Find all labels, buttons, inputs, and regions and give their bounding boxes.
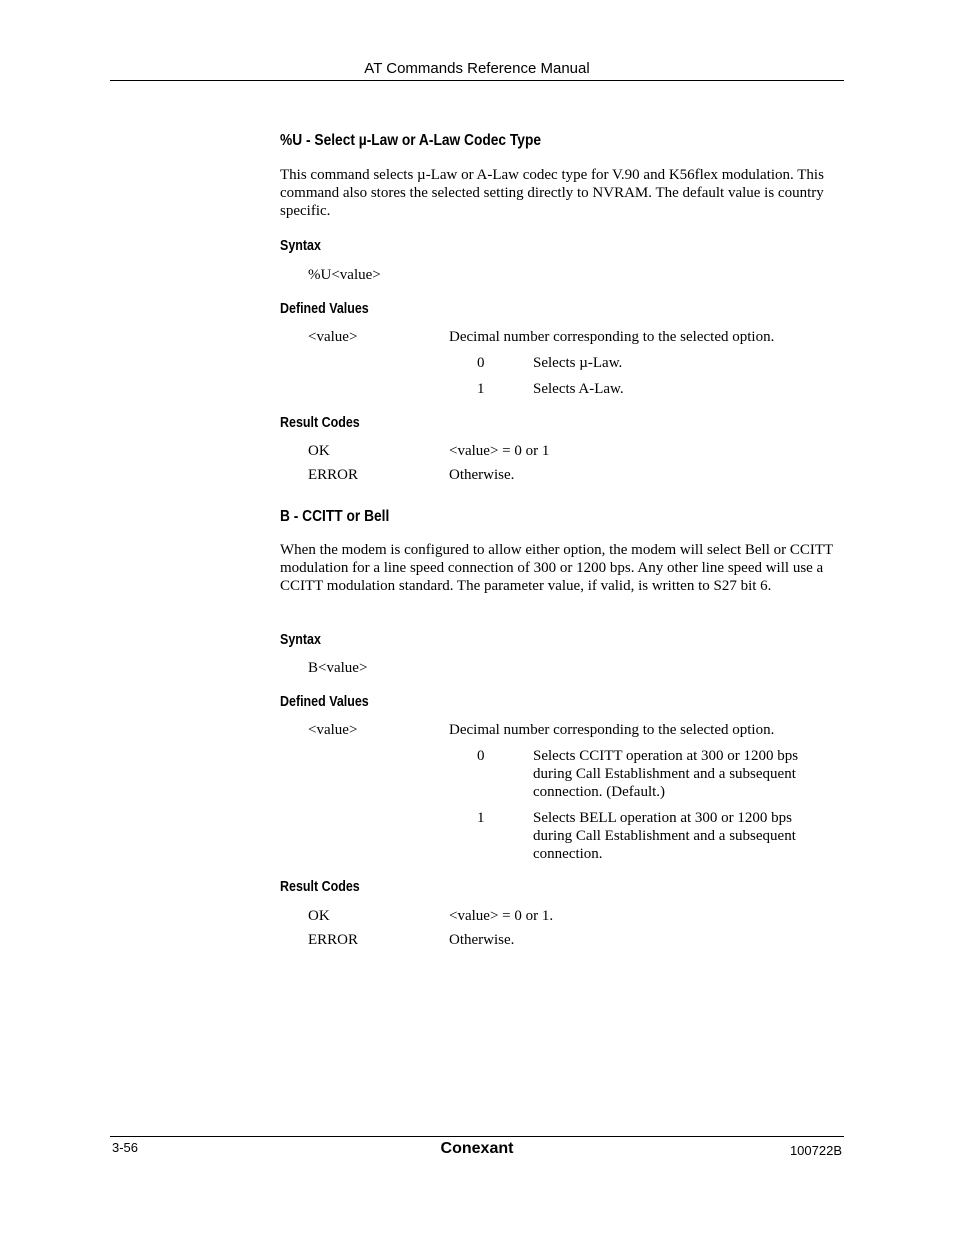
section-u-result-desc: <value> = 0 or 1: [449, 443, 550, 459]
section-u-defined-values-heading: Defined Values: [280, 301, 369, 317]
section-u-option-value: 0: [477, 355, 485, 371]
section-b-result-desc: <value> = 0 or 1.: [449, 908, 554, 924]
section-b-heading: B - CCITT or Bell: [280, 508, 390, 525]
section-b-syntax: B<value>: [308, 660, 368, 676]
section-b-option-value: 0: [477, 748, 485, 764]
section-u-value-desc: Decimal number corresponding to the selected option.: [449, 329, 775, 345]
section-b-result-codes-heading: Result Codes: [280, 879, 360, 895]
section-b-option-desc: Selects CCITT operation at 300 or 1200 bps during Call Establishment and a subsequent connection. (Default.): [533, 748, 799, 800]
section-b-option-value: 1: [477, 810, 485, 826]
section-u-option-desc: Selects µ-Law.: [533, 355, 623, 371]
section-u-result-code: ERROR: [308, 467, 359, 483]
section-b-defined-values-heading: Defined Values: [280, 694, 369, 710]
section-u-result-desc: Otherwise.: [449, 467, 515, 483]
section-u-result-code: OK: [308, 443, 330, 459]
footer-rule: [110, 1136, 844, 1137]
section-u-option-value: 1: [477, 381, 485, 397]
section-u-option-desc: Selects A-Law.: [533, 381, 624, 397]
section-b-description: When the modem is configured to allow either option, the modem will select Bell or CCITT modulation for a line speed connection of 300 or 1200 bps. Any other line speed will use a CCITT modulation standard. The parameter value, if valid, is written to S27 bit 6.: [280, 542, 833, 594]
section-u-heading: %U - Select µ-Law or A-Law Codec Type: [280, 132, 542, 149]
section-u-syntax-heading: Syntax: [280, 238, 321, 254]
footer-doc-number: 100722B: [789, 1143, 842, 1158]
footer-company: Conexant: [440, 1140, 514, 1157]
header-title: AT Commands Reference Manual: [364, 60, 590, 77]
section-b-syntax-heading: Syntax: [280, 632, 321, 648]
section-b-value-param: <value>: [308, 722, 358, 738]
section-b-result-code: ERROR: [308, 932, 359, 948]
section-b-value-desc: Decimal number corresponding to the selected option.: [449, 722, 775, 738]
section-b-option-desc: Selects BELL operation at 300 or 1200 bps during Call Establishment and a subsequent connection.: [533, 810, 796, 862]
section-u-syntax: %U<value>: [308, 267, 381, 283]
footer-page-number: 3-56: [112, 1140, 139, 1155]
section-b-result-code: OK: [308, 908, 330, 924]
header-rule: [110, 80, 844, 81]
section-u-result-codes-heading: Result Codes: [280, 415, 360, 431]
section-b-result-desc: Otherwise.: [449, 932, 515, 948]
section-u-description: This command selects µ-Law or A-Law codec type for V.90 and K56flex modulation. This command also stores the selected setting directly to NVRAM. The default value is country specific.: [280, 167, 824, 219]
section-u-value-param: <value>: [308, 329, 358, 345]
